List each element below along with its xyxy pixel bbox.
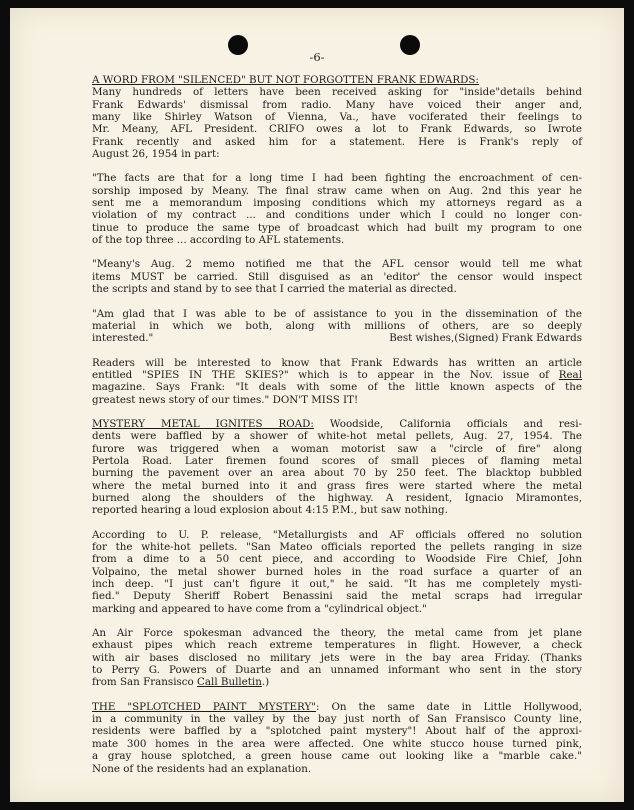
- text-line: in a community in the valley by the bay just north of San Fransisco County line,: [92, 713, 582, 726]
- text-line: the scripts and stand by to see that I carried the material as directed.: [92, 283, 457, 296]
- paragraph-edwards-intro: [92, 86, 582, 160]
- text-line: Volpaino, the metal shower burned holes in the road surface a quarter of an: [92, 565, 582, 578]
- text-line: sent me a memorandum imposing conditions which my attorneys regard as a: [92, 197, 582, 210]
- text-line: Frank recently and asked him for a statement. Here is Frank's reply of: [92, 135, 582, 148]
- text-line: An Air Force spokesman advanced the theory, the metal came from jet plane: [92, 627, 582, 640]
- text-line: material in which we both, along with millions of others, are so deeply: [92, 319, 582, 332]
- text-line: "Meany's Aug. 2 memo notified me that the AFL censor would tell me what: [92, 258, 582, 271]
- text-line: tinue to produce the same type of broadcast which had built my program to one: [92, 221, 582, 234]
- text-line: fied." Deputy Sheriff Robert Benassini said the metal scraps had irregular: [92, 590, 582, 603]
- text-line: Pertola Road. Later firemen found scores of small pieces of flaming metal: [92, 454, 582, 467]
- text-fragment: .): [261, 676, 270, 689]
- page-number: -6-: [309, 50, 325, 64]
- paragraph-up-release: [92, 529, 582, 615]
- text-fragment: entitled "SPIES IN THE SKIES?" which is to appear in the Nov. issue of: [92, 368, 549, 381]
- text-line: magazine. Says Frank: "It deals with some of the little known aspects of the: [92, 381, 582, 394]
- text-line: exhaust pipes which reach extreme temperatures in flight. However, a check: [92, 639, 582, 652]
- text-line: August 26, 1954 in part:: [92, 148, 220, 161]
- paragraph-quote-3: [92, 308, 582, 345]
- section-heading-paint: THE "SPLOTCHED PAINT MYSTERY": [92, 700, 316, 713]
- text-line: None of the residents had an explanation.: [92, 762, 312, 775]
- section-heading-edwards: A WORD FROM "SILENCED" BUT NOT FORGOTTEN FRANK EDWARDS:: [92, 74, 479, 86]
- paragraph-air-force: [92, 627, 582, 689]
- text-line: marking and appeared to have come from a "cylindrical object.": [92, 602, 427, 615]
- text-line: Mr. Meany, AFL President. CRIFO owes a lot to Frank Edwards, so Iwrote: [92, 123, 582, 136]
- text-line: violation of my contract ... and conditions under which I could no longer con-: [92, 209, 582, 222]
- newspaper-title: Call Bulletin: [197, 676, 262, 689]
- text-line: items MUST be carried. Still disguised as an 'editor' the censor would inspect: [92, 270, 582, 283]
- paragraph-paint: [92, 701, 582, 775]
- text-line: "Am glad that I was able to be of assistance to you in the dissemination of the: [92, 307, 582, 320]
- section-heading-metal: MYSTERY METAL IGNITES ROAD:: [92, 417, 314, 430]
- text-line: residents were baffled by a "splotched paint mystery"! About half of the approxi-: [92, 725, 582, 738]
- text-line: Many hundreds of letters have been received asking for "inside"details behind: [92, 86, 582, 99]
- signoff: Best wishes,(Signed) Frank Edwards: [389, 332, 582, 345]
- text-line: a gray house splotched, a green house came out looking like a "marble cake.": [92, 750, 582, 763]
- text-line: burning the pavement over an area about 70 by 250 feet. The blacktop bubbled: [92, 467, 582, 480]
- text-line: [92, 418, 582, 430]
- magazine-title: Real: [558, 368, 582, 381]
- article-body: [92, 74, 582, 775]
- text-line: with air bases disclosed no military jets were in the bay area Friday. (Thanks: [92, 651, 582, 664]
- paragraph-readers: [92, 357, 582, 406]
- text-line: mate 300 homes in the area were affected. One white stucco house turned pink,: [92, 737, 582, 750]
- text-line: reported hearing a loud explosion about 4:15 P.M., but saw nothing.: [92, 504, 448, 517]
- text-line: Readers will be interested to know that Frank Edwards has written an article: [92, 356, 582, 369]
- text-line: According to U. P. release, "Metallurgists and AF officials offered no solution: [92, 528, 582, 541]
- paragraph-quote-2: [92, 258, 582, 295]
- text-fragment: : On the same date in Little Hollywood,: [315, 700, 583, 713]
- text-line: inch deep. "I just can't figure it out," he said. "It has me completely mysti-: [92, 578, 582, 591]
- text-line: greatest news story of our times." DON'T MISS IT!: [92, 393, 359, 406]
- text-line: of the top three ... according to AFL statements.: [92, 234, 345, 247]
- text-line: where the metal burned into it and grass fires were started where the metal: [92, 479, 582, 492]
- text-line: furore was triggered when a woman motorist saw a "circle of fire" along: [92, 442, 582, 455]
- text-fragment: Woodside, California officials and resi-: [313, 417, 582, 430]
- text-line: [92, 676, 582, 688]
- document-page: [10, 8, 624, 802]
- text-line: for the white-hot pellets. "San Mateo officials reported the pellets ranging in size: [92, 541, 582, 553]
- text-line: "The facts are that for a long time I had been fighting the encroachment of cen-: [92, 172, 582, 185]
- text-line: [92, 332, 582, 344]
- text-line: [92, 701, 582, 713]
- text-line: sorship imposed by Meany. The final straw came when on Aug. 2nd this year he: [92, 184, 582, 197]
- text-line: [92, 369, 582, 381]
- text-line: many like Shirley Watson of Vienna, Va., have vociferated their feelings to: [92, 111, 582, 124]
- text-line: to Perry G. Powers of Duarte and an unnamed informant who sent in the story: [92, 664, 582, 677]
- text-fragment: from San Fransisco: [92, 676, 198, 689]
- paragraph-quote-1: [92, 172, 582, 246]
- text-line: burned along the shoulders of the highway. A resident, Ignacio Miramontes,: [92, 491, 582, 504]
- text-line: from a dime to a 50 cent piece, and according to Woodside Fire Chief, John: [92, 553, 582, 566]
- text-line: dents were baffled by a shower of white-hot metal pellets, Aug. 27, 1954. The: [92, 430, 582, 443]
- text-line: Frank Edwards' dismissal from radio. Many have voiced their anger and,: [92, 98, 582, 111]
- quote-end: interested.": [92, 332, 154, 345]
- paragraph-metal: [92, 418, 582, 517]
